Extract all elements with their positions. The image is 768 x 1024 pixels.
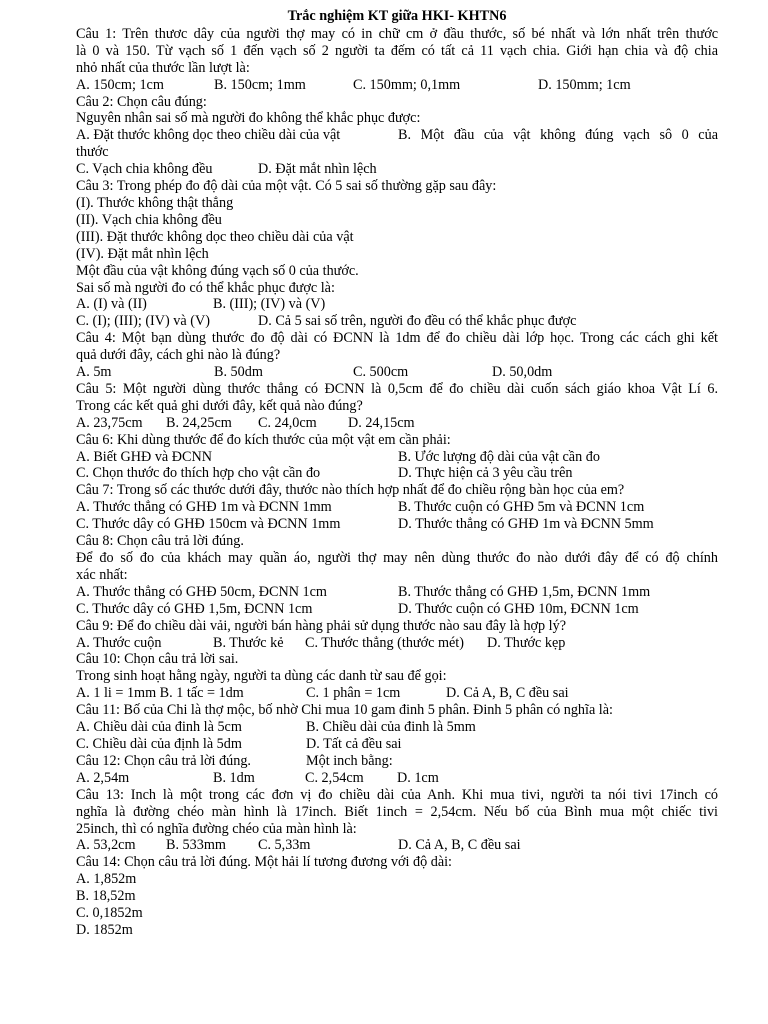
q12-options (76, 770, 718, 787)
q3-option-a[interactable]: A. (I) và (II) (76, 296, 147, 313)
q7-option-c[interactable]: C. Thước dây có GHĐ 150cm và ĐCNN 1mm (76, 516, 341, 533)
q8-option-d[interactable]: D. Thước cuộn có GHĐ 10m, ĐCNN 1cm (398, 600, 639, 617)
q14-option-d[interactable]: D. 1852m (76, 921, 133, 938)
q8-line-1: Câu 8: Chọn câu trả lời đúng. (76, 533, 244, 550)
q2-option-b-cont: thước (76, 144, 109, 161)
q7-option-d[interactable]: D. Thước thẳng có GHĐ 1m và ĐCNN 5mm (398, 516, 654, 533)
q6-option-d[interactable]: D. Thực hiện cả 3 yêu cầu trên (398, 465, 573, 482)
q6-option-a[interactable]: A. Biết GHĐ và ĐCNN (76, 448, 212, 465)
q13-option-d[interactable]: D. Cả A, B, C đều sai (398, 837, 521, 854)
q13-option-b[interactable]: B. 533mm (166, 837, 226, 854)
q1-option-a[interactable]: A. 150cm; 1cm (76, 76, 164, 93)
q2-options-ab (76, 127, 718, 144)
q5-option-c[interactable]: C. 24,0cm (258, 414, 317, 431)
q2-options-cd (76, 161, 718, 178)
q13-line-3: 25inch, thì có nghĩa đường chéo của màn hình là: (76, 820, 357, 837)
q13-option-c[interactable]: C. 5,33m (258, 837, 311, 854)
q11-options-ab (76, 719, 718, 736)
q3-item-5: Một đầu của vật không đúng vạch số 0 của thước. (76, 262, 359, 279)
q13-line-2: nghĩa là đường chéo màn hình là 17inch. Biết 1inch = 2,54cm. Nếu bố của Bình mua một chiếc tivi (76, 803, 718, 820)
q6-options-ab (76, 449, 718, 466)
q11-option-a[interactable]: A. Chiều dài của đinh là 5cm (76, 719, 242, 736)
q4-option-d[interactable]: D. 50,0dm (492, 364, 553, 381)
q9-option-d[interactable]: D. Thước kẹp (487, 634, 566, 651)
q1-line-1: Câu 1: Trên thươc dây của người thợ may có in chữ cm ở đầu thước, số bé nhất và lớn nhất trên thước (76, 25, 718, 42)
q13-line-1: Câu 13: Inch là một trong các đơn vị đo chiều dài của Anh. Khi mua tivi, người ta nói tivi 17inch có (76, 786, 718, 803)
q3-options-cd (76, 313, 718, 330)
q5-option-d[interactable]: D. 24,15cm (348, 414, 415, 431)
q7-options-cd (76, 516, 718, 533)
q11-option-d[interactable]: D. Tất cả đều sai (306, 735, 402, 752)
q10-option-ab[interactable]: A. 1 li = 1mm B. 1 tấc = 1dm (76, 685, 244, 702)
q7-option-a[interactable]: A. Thước thẳng có GHĐ 1m và ĐCNN 1mm (76, 499, 332, 516)
q8-option-b[interactable]: B. Thước thẳng có GHĐ 1,5m, ĐCNN 1mm (398, 583, 651, 600)
q3-line-2: Sai số mà người đo có thể khắc phục được là: (76, 279, 335, 296)
q3-item-3: (III). Đặt thước không dọc theo chiều dài của vật (76, 228, 354, 245)
q12-prompt-2: Một inch bằng: (306, 752, 393, 769)
q3-option-d[interactable]: D. Cả 5 sai số trên, người đo đều có thể khắc phục được (258, 313, 577, 330)
q6-line-1: Câu 6: Khi dùng thước để đo kích thước của một vật em cần phải: (76, 431, 451, 448)
q5-options (76, 415, 718, 432)
q11-option-b[interactable]: B. Chiều dài của đinh là 5mm (306, 719, 476, 736)
q3-options-ab (76, 296, 718, 313)
q12-option-a[interactable]: A. 2,54m (76, 769, 130, 786)
q3-line-1: Câu 3: Trong phép đo độ dài của một vật. Có 5 sai số thường gặp sau đây: (76, 178, 497, 195)
q11-options-cd (76, 736, 718, 753)
q10-line-2: Trong sinh hoạt hằng ngày, người ta dùng các danh từ sau để gọi: (76, 668, 447, 685)
q2-line-2: Nguyên nhân sai số mà người đo không thể khắc phục được: (76, 110, 421, 127)
q3-item-1: (I). Thước không thật thẳng (76, 194, 234, 211)
q10-option-d[interactable]: D. Cả A, B, C đều sai (446, 685, 569, 702)
q8-options-ab (76, 584, 718, 601)
q3-option-b[interactable]: B. (III); (IV) và (V) (213, 296, 326, 313)
q6-options-cd (76, 465, 718, 482)
q5-option-a[interactable]: A. 23,75cm (76, 414, 143, 431)
q12-line-1 (76, 753, 718, 770)
q4-option-b[interactable]: B. 50dm (214, 364, 263, 381)
q11-option-c[interactable]: C. Chiều dài của định là 5dm (76, 735, 242, 752)
q4-option-a[interactable]: A. 5m (76, 364, 112, 381)
q7-options-ab (76, 499, 718, 516)
q1-line-3: nhỏ nhất của thước lần lượt là: (76, 59, 250, 76)
q5-line-2: Trong các kết quả ghi dưới đây, kết quả nào đúng? (76, 397, 363, 414)
q13-option-a[interactable]: A. 53,2cm (76, 837, 136, 854)
q11-line-1: Câu 11: Bố của Chi là thợ mộc, bố nhờ Chi mua 10 gam đinh 5 phân. Đinh 5 phân có nghĩa là: (76, 702, 613, 719)
q3-item-2: (II). Vạch chia không đều (76, 211, 222, 228)
q8-line-2: Để đo số đo của khách may quần áo, người thợ may nên dùng thước đo nào dưới đây để có độ chính (76, 550, 718, 566)
q6-option-c[interactable]: C. Chọn thước đo thích hợp cho vật cần đo (76, 465, 321, 482)
q9-option-b[interactable]: B. Thước kẻ (213, 634, 284, 651)
q14-option-b[interactable]: B. 18,52m (76, 888, 136, 905)
q2-option-d[interactable]: D. Đặt mắt nhìn lệch (258, 161, 377, 178)
q12-option-c[interactable]: C. 2,54cm (305, 769, 364, 786)
q7-line-1: Câu 7: Trong số các thước dưới đây, thước nào thích hợp nhất để đo chiều rộng bàn học của em? (76, 482, 625, 499)
q4-option-c[interactable]: C. 500cm (353, 364, 409, 381)
q8-line-3: xác nhất: (76, 566, 128, 583)
q1-option-c[interactable]: C. 150mm; 0,1mm (353, 76, 461, 93)
q2-option-a[interactable]: A. Đặt thước không dọc theo chiều dài của vật (76, 127, 341, 144)
q9-options (76, 635, 718, 652)
q6-option-b[interactable]: B. Ước lượng độ dài của vật cần đo (398, 448, 600, 465)
q9-option-c[interactable]: C. Thước thẳng (thước mét) (305, 634, 464, 651)
q9-line-1: Câu 9: Để đo chiều dài vải, người bán hàng phải sử dụng thước nào sau đây là hợp lý? (76, 617, 567, 634)
q13-options (76, 837, 718, 854)
q7-option-b[interactable]: B. Thước cuộn có GHĐ 5m và ĐCNN 1cm (398, 499, 645, 516)
q10-line-1: Câu 10: Chọn câu trả lời sai. (76, 651, 239, 668)
q14-option-c[interactable]: C. 0,1852m (76, 905, 143, 922)
q5-line-1: Câu 5: Một người dùng thước thẳng có ĐCNN là 0,5cm để đo chiều dài cuốn sách giáo khoa Vật Lí 6. (76, 380, 718, 397)
q10-option-c[interactable]: C. 1 phân = 1cm (306, 685, 401, 702)
q3-item-4: (IV). Đặt mắt nhìn lệch (76, 245, 209, 262)
q4-line-2: quả dưới đây, cách ghi nào là đúng? (76, 347, 281, 364)
q12-option-b[interactable]: B. 1dm (213, 769, 255, 786)
q10-options (76, 685, 718, 702)
q2-option-c[interactable]: C. Vạch chia không đều (76, 161, 213, 178)
q12-prompt: Câu 12: Chọn câu trả lời đúng. (76, 752, 251, 769)
q8-option-c[interactable]: C. Thước dây có GHĐ 1,5m, ĐCNN 1cm (76, 600, 313, 617)
q3-option-c[interactable]: C. (I); (III); (IV) và (V) (76, 313, 210, 330)
q14-line-1: Câu 14: Chọn câu trả lời đúng. Một hải lí tương đương với độ dài: (76, 854, 453, 871)
q12-option-d[interactable]: D. 1cm (397, 769, 439, 786)
q14-option-a[interactable]: A. 1,852m (76, 871, 137, 888)
q9-option-a[interactable]: A. Thước cuộn (76, 634, 162, 651)
q8-option-a[interactable]: A. Thước thẳng có GHĐ 50cm, ĐCNN 1cm (76, 583, 327, 600)
q4-line-1: Câu 4: Một bạn dùng thước đo độ dài có ĐCNN là 1dm để đo chiều dài lớp học. Trong các cách ghi kết (76, 330, 718, 347)
q1-options (76, 77, 718, 94)
q1-line-2: là 0 và 150. Từ vạch số 1 đến vạch số 2 người ta đếm có tất cả 11 vạch chia. Giới hạn chia và độ chia (76, 42, 718, 59)
q5-option-b[interactable]: B. 24,25cm (166, 414, 232, 431)
q1-option-b[interactable]: B. 150cm; 1mm (214, 76, 306, 93)
document-title: Trắc nghiệm KT giữa HKI- KHTN6 (287, 8, 507, 24)
q2-option-b[interactable]: B. Một đầu của vật không đúng vạch sô 0 của (398, 127, 718, 144)
q4-options (76, 364, 718, 381)
q8-options-cd (76, 601, 718, 618)
q2-line-1: Câu 2: Chọn câu đúng: (76, 93, 207, 110)
q1-option-d[interactable]: D. 150mm; 1cm (538, 76, 631, 93)
